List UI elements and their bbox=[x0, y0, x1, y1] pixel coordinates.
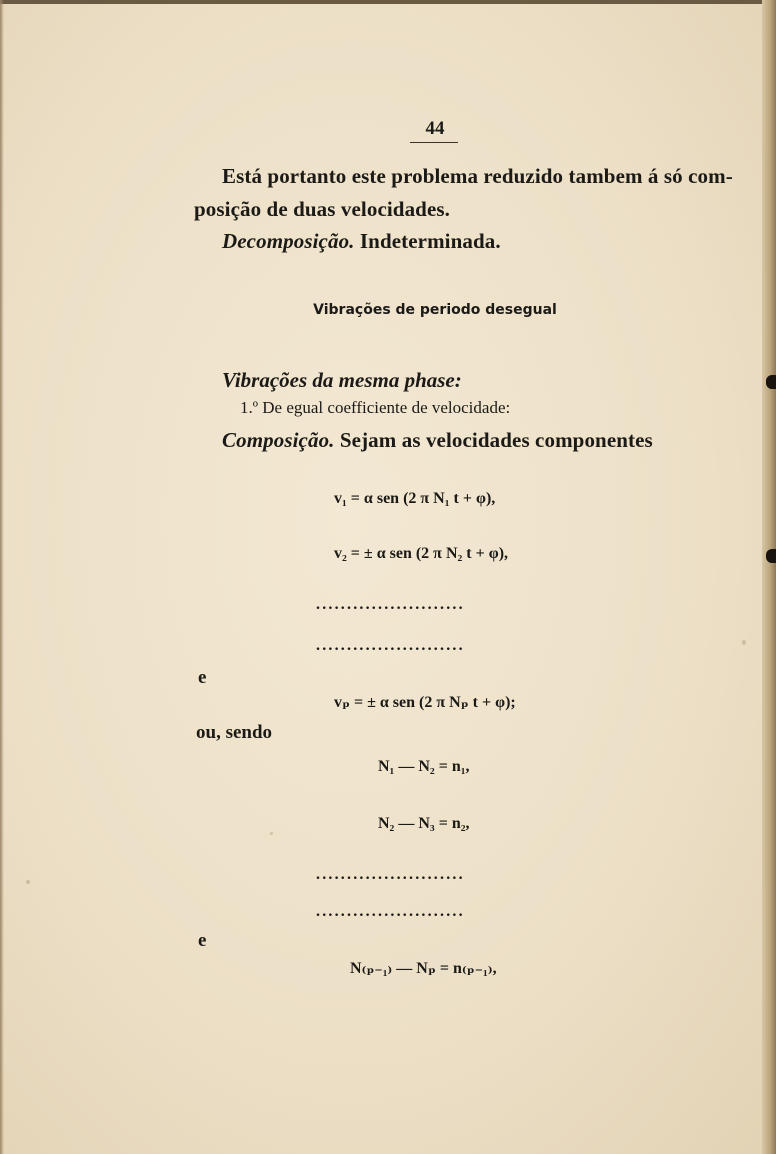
composition-label: Composição. bbox=[222, 428, 335, 452]
binding-tab bbox=[766, 375, 776, 389]
ellipsis-row: ........................ bbox=[316, 596, 465, 613]
page-number-rule bbox=[410, 142, 458, 143]
equation-v2: v₂ = ± α sen (2 π N₂ t + φ), bbox=[334, 545, 509, 562]
paragraph-line-2: posição de duas velocidades. bbox=[194, 197, 450, 221]
paper-spot bbox=[270, 832, 273, 835]
ellipsis-row: ........................ bbox=[316, 903, 465, 920]
page-right-edge bbox=[762, 0, 776, 1154]
equation-np: N₍ₚ₋₁₎ — Nₚ = n₍ₚ₋₁₎, bbox=[350, 960, 497, 977]
paper-spot bbox=[742, 640, 746, 645]
paragraph-line-1: Está portanto este problema reduzido tambem á só com- bbox=[222, 164, 733, 188]
binding-tab bbox=[766, 549, 776, 563]
conjunction-e: e bbox=[198, 930, 207, 951]
case-heading: 1.º De egual coefficiente de velocidade: bbox=[240, 398, 511, 417]
equation-n2: N₂ — N₃ = n₂, bbox=[378, 815, 470, 832]
ellipsis-row: ........................ bbox=[316, 637, 465, 654]
decomposition-value: Indeterminada. bbox=[359, 229, 501, 253]
composition-line bbox=[222, 428, 653, 453]
page-left-edge bbox=[0, 0, 4, 1154]
subsection-heading: Vibrações da mesma phase: bbox=[222, 368, 462, 392]
decomposition-label: Decomposição. bbox=[222, 229, 355, 253]
ellipsis-row: ........................ bbox=[316, 866, 465, 883]
ou-sendo-text: ou, sendo bbox=[196, 722, 273, 743]
equation-v1: v₁ = α sen (2 π N₁ t + φ), bbox=[334, 490, 496, 507]
page-number: 44 bbox=[425, 118, 445, 139]
equation-vp: vₚ = ± α sen (2 π Nₚ t + φ); bbox=[334, 694, 516, 711]
section-title: Vibrações de periodo desegual bbox=[313, 302, 557, 318]
composition-text: Sejam as velocidades componentes bbox=[339, 428, 653, 452]
conjunction-e: e bbox=[198, 667, 207, 688]
paper-spot bbox=[26, 880, 30, 884]
equation-n1: N₁ — N₂ = n₁, bbox=[378, 758, 470, 775]
page-top-edge bbox=[0, 0, 776, 4]
decomposition-line bbox=[222, 229, 501, 254]
